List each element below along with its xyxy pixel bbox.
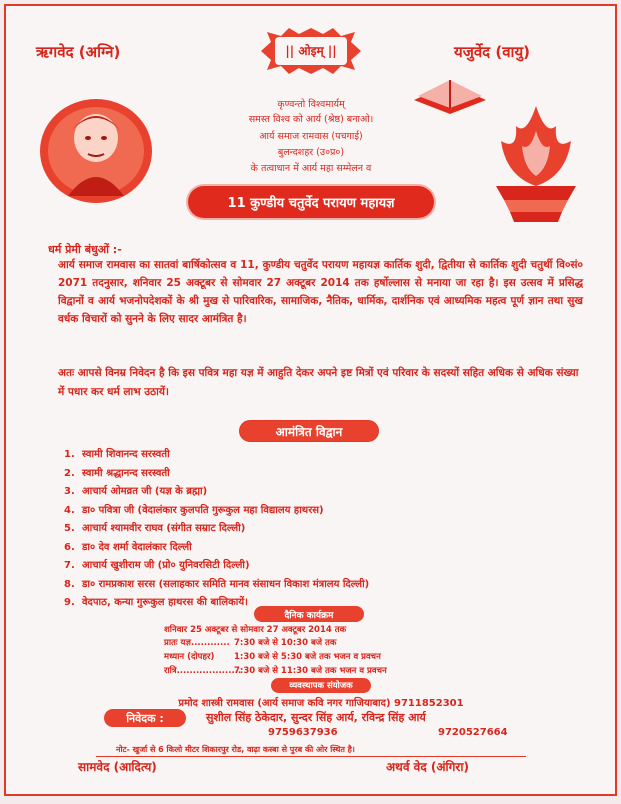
invitation-page [4, 4, 617, 796]
banner-title: 11 कुण्डीय चतुर्वेद परायण महायज्ञ [227, 196, 395, 211]
nivedak-label-text: निवेदक : [126, 712, 164, 725]
corner-samaveda: सामवेद (आदित्य) [78, 760, 157, 774]
list-item: 5. आचार्य श्यामवीर राघव (संगीत सम्राट दिल्ली) [64, 523, 246, 534]
list-item: 9. वेदपाठ, कन्या गुरूकुल हाथरस की बालिकायें। [64, 597, 248, 608]
invitation-paragraph-2: अतः आपसे विनम्र निवेदन है कि इस पवित्र महा यज्ञ में आहुति देकर अपने इष्ट मित्रों एवं परिवार के सदस्यों सहित अधिक से अधिक संख्या में पधार कर धर्म लाभ उठायें। [58, 367, 579, 398]
intro-line-1: कृण्वन्तो विश्वमार्यम् [277, 99, 345, 110]
organizer-details: प्रमोद शास्त्री रामवास (आर्य समाज कवि नगर गाजियाबाद) 9711852301 [178, 698, 464, 709]
location-note: नोट- खुर्जा से 6 किलो मीटर शिकारपुर रोड, वाढ़ा कस्बा से पुरब की ओर स्थित है। [116, 745, 355, 754]
schedule-dates: शनिवार 25 अक्टूबर से सोमवार 27 अक्टूबर 2014 तक [164, 625, 347, 635]
intro-line-4: बुलन्दशहर (उ०प्र०) [277, 147, 345, 158]
yajna-fire-icon [476, 96, 596, 226]
organizer-heading-text: व्यवस्थापक संयोजक [289, 681, 353, 691]
schedule-row: रात्रि....................7:30 बजे से 11:30 बजे तक भजन व प्रवचन [164, 666, 387, 676]
swami-portrait [36, 96, 156, 206]
list-item: 3. आचार्य ओमव्रत जी (यज्ञ के ब्रह्मा) [64, 486, 208, 497]
intro-line-3: आर्य समाज रामवास (पचगाई) [259, 131, 363, 142]
om-emblem [261, 28, 361, 74]
intro-line-5: के तत्वाधान में आर्य महा सम्मेलन व [250, 163, 372, 174]
corner-atharvaveda: अथर्व वेद (अंगिरा) [386, 760, 469, 774]
event-banner [188, 186, 434, 218]
om-title: || ओइम् || [285, 44, 337, 58]
corner-rigveda: ऋगवेद (अग्नि) [36, 43, 121, 61]
phone-number-2: 9720527664 [438, 727, 508, 738]
divider [96, 756, 526, 757]
nivedak-names: सुशील सिंह ठेकेदार, सुन्दर सिंह आर्य, रविन्द्र सिंह आर्य [206, 711, 426, 724]
list-item: 4. डा० पवित्रा जी (वेदालंकार कुलपति गुरूकुल महा विद्यालय हाथरस) [64, 504, 324, 516]
nivedak-label [104, 709, 186, 727]
list-item: 2. स्वामी श्रद्धानन्द सरस्वती [64, 467, 170, 479]
intro-line-2: समस्त विश्व को आर्य (श्रेष्ठ) बनाओ। [248, 114, 374, 125]
invitation-paragraph-1: आर्य समाज रामवास का सातवां बार्षिकोत्सव व 11, कुण्डीय चतुर्वेद परायण महायज्ञ कार्तिक शुदी, द्वितीया से कार्तिक शुदी चतुर्थी वि०सं० 2071 तदनुसार, शनिवार 25 अक्टूबर से सोमवार 27 अक्टूबर 2014 तक हर्षोल्लास से मनाया जा रहा है। इस उत्सव में प्रसिद्ध विद्वानों व आर्य भजनोपदेशकों के श्री मुख से पारिवारिक, सामाजिक, नैतिक, धार्मिक, दार्शनिक एवं आध्यमिक महत्व पूर्ण ज्ञान तथा सुख वर्धक विचारों को सुनने के लिए सादर आमंत्रित है। [58, 259, 583, 325]
guest-list [64, 446, 514, 613]
schedule-heading-text: दैनिक कार्यक्रम [284, 611, 334, 621]
guests-heading [239, 420, 379, 442]
corner-yajurveda: यजुर्वेद (वायु) [454, 43, 530, 61]
greeting: धर्म प्रेमी बंधुओं :- [48, 243, 122, 256]
list-item: 7. आचार्य खुशीराम जी (प्रो० युनिवरसिटी दिल्ली) [64, 560, 250, 571]
schedule-row: प्रातः यज्ञ............ 7:30 बजे से 10:30 बजे तक [164, 638, 337, 648]
organizer-heading [271, 678, 371, 693]
list-item: 6. डा० देव शर्मा वेदालंकार दिल्ली [64, 541, 192, 553]
list-item: 1. स्वामी शिवानन्द सरस्वती [64, 449, 170, 460]
schedule-row: मध्यान (दोपहर) 1:30 बजे से 5:30 बजे तक भजन व प्रवचन [164, 652, 381, 662]
list-item: 8. डा० रामप्रकाश सरस (सलाहकार समिति मानव संसाधन विकाश मंत्रालय दिल्ली) [64, 578, 370, 590]
phone-number-1: 9759637936 [268, 727, 338, 738]
schedule-heading [254, 606, 364, 622]
guests-heading-text: आमंत्रित विद्वान [275, 425, 343, 439]
